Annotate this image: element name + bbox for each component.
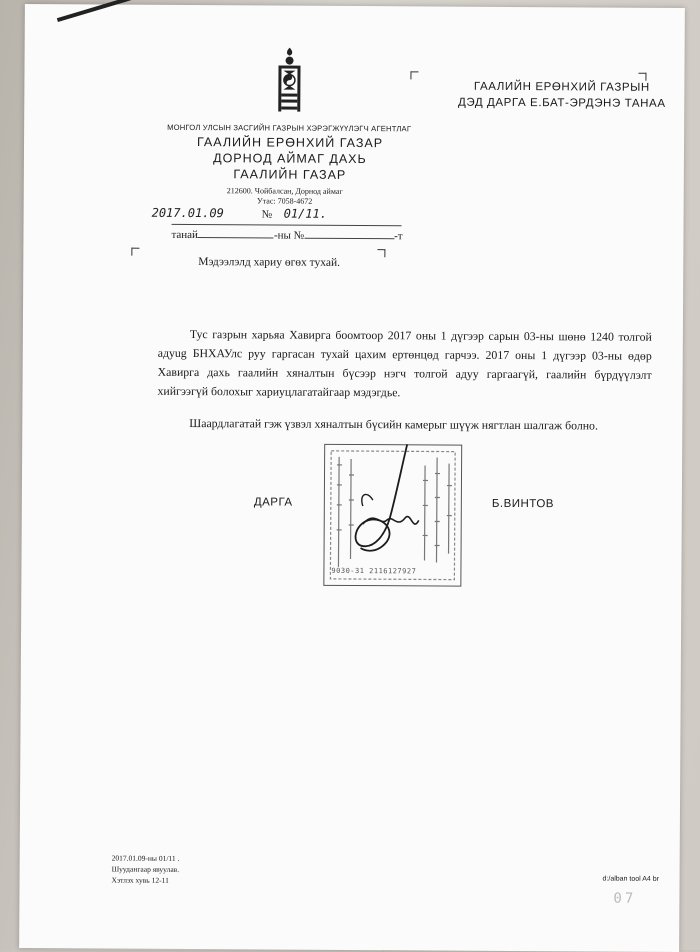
subject-corner-left xyxy=(131,248,139,256)
number-handwritten: 01/11. xyxy=(283,206,328,221)
address-line-1: 212600. Чойбалсан, Дорнод аймаг xyxy=(226,186,343,196)
org-name-line-3: ГААЛИЙН ГАЗАР xyxy=(233,167,347,182)
folded-corner-mark xyxy=(57,0,194,60)
org-name-line-2: ДОРНОД АЙМАГ ДАХЬ xyxy=(213,151,367,167)
footer-line-2: Шуудангаар явуулав. xyxy=(111,864,180,874)
recipient-block xyxy=(449,79,674,112)
agency-line: МОНГОЛ УЛСЫН ЗАСГИЙН ГАЗРЫН ХЭРЭГЖҮҮЛЭГЧ АГЕНТЛАГ xyxy=(167,122,412,134)
ref-blank-1 xyxy=(198,237,274,238)
body-paragraph-2: Шаардлагатай гэж үзвэл хяналтын бүсийн камерыг шүүж нягтлан шалгаж болно. xyxy=(189,416,598,433)
official-stamp xyxy=(323,444,462,587)
ref-middle: -ны № xyxy=(273,229,305,242)
number-label: № xyxy=(261,208,273,221)
letter-page xyxy=(19,4,685,952)
page-mark: 07 xyxy=(613,890,637,907)
soyombo-emblem-icon xyxy=(276,46,302,116)
org-name-line-1: ГААЛИЙН ЕРӨНХИЙ ГАЗАР xyxy=(196,135,384,151)
recipient-line-2: ДЭД ДАРГА Е.БАТ-ЭРДЭНЭ ТАНАА xyxy=(457,96,666,110)
footer-line-3: Хэтлэх хувь 12-11 xyxy=(111,875,169,885)
signatory-name: Б.ВИНТОВ xyxy=(491,497,554,511)
recipient-corner-left xyxy=(410,71,418,79)
reference-line xyxy=(171,229,402,242)
ref-suffix: -т xyxy=(394,230,403,243)
letter-subject: Мэдээлэлд хариу өгөх тухай. xyxy=(198,256,341,269)
recipient-line-1: ГААЛИЙН ЕРӨНХИЙ ГАЗРЫН xyxy=(473,80,650,94)
subject-corner-right xyxy=(377,249,385,257)
ref-prefix: танай xyxy=(171,228,199,242)
address-line-2: Утас: 7058-4672 xyxy=(257,196,313,206)
signatory-title: ДАРГА xyxy=(253,496,293,509)
footer-note xyxy=(112,853,180,886)
footer-file-path: d:/alban tool A4 br xyxy=(602,875,660,883)
date-handwritten: 2017.01.09 xyxy=(151,205,224,221)
stamp-number: 9030-31 2116127927 xyxy=(331,566,417,576)
ref-blank-2 xyxy=(304,238,394,240)
body-paragraph-1: Тус газрын харьяа Хавирга боомтоор 2017 оны 1 дүгээр сарын 03-ны шөнө 1240 толгой адуug БНХАУлс руу гаргасан тухай цахим ертөнцөд гарчээ. 2017 оны 1 дүгээр 03-ны өдөр Хавирга дахь гаалийн хяналтын бүсээр нэгч толгой адуу гаргаагүй, гаалийн бүрдүүлэлт хийгээгүй болохыг хариуцлагатайгаар мэдэгдье. xyxy=(157,327,652,400)
footer-line-1: 2017.01.09-ны 01/11 . xyxy=(111,853,180,863)
